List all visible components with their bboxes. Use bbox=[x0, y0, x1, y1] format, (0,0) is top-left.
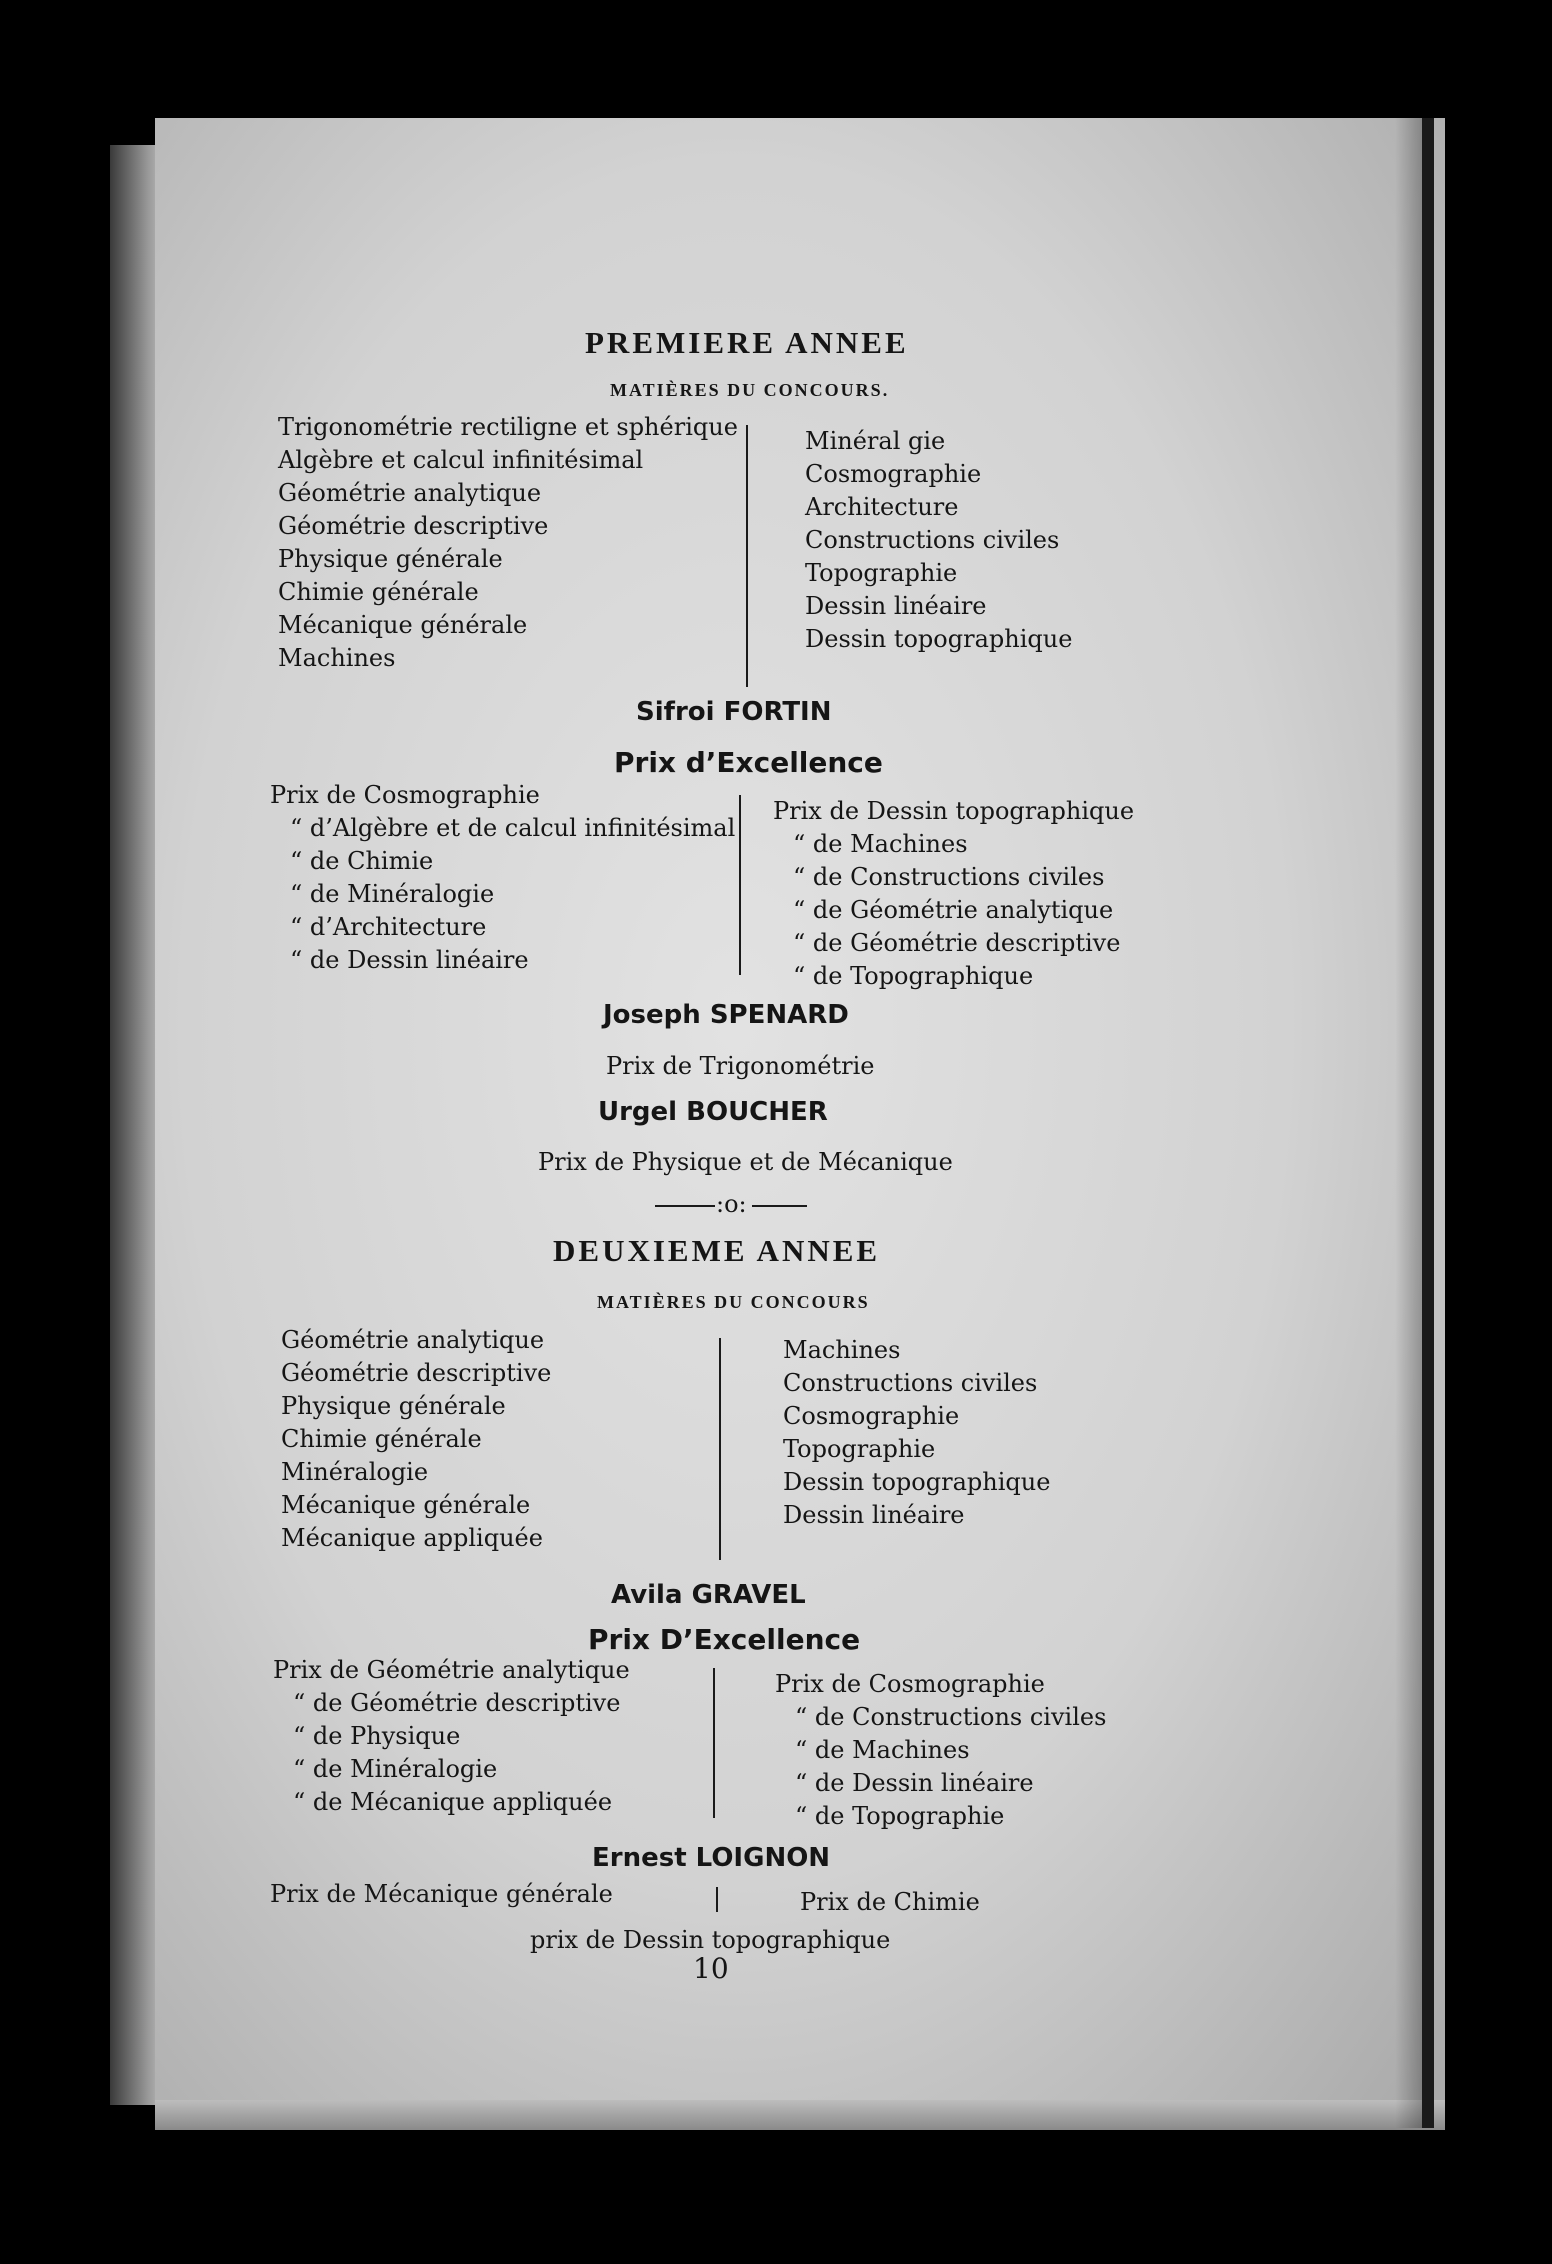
prize-item: “ de Géométrie descriptive bbox=[293, 1689, 621, 1717]
prize-item: Prix de Cosmographie bbox=[270, 781, 540, 809]
year2-winner1-prizes-right bbox=[775, 1668, 1106, 1833]
subject-item: Cosmographie bbox=[805, 460, 982, 488]
subject-item: Algèbre et calcul infinitésimal bbox=[278, 446, 644, 474]
year1-subjects-right bbox=[805, 425, 1072, 656]
subject-item: Géométrie descriptive bbox=[278, 512, 549, 540]
year2-subtitle: MATIÈRES DU CONCOURS bbox=[597, 1292, 870, 1312]
subject-item: Minéral gie bbox=[805, 427, 946, 455]
prize-item: “ de Machines bbox=[793, 830, 968, 858]
subject-item: Machines bbox=[783, 1336, 901, 1364]
subject-item: Géométrie descriptive bbox=[281, 1359, 552, 1387]
subject-item: Géométrie analytique bbox=[278, 479, 542, 507]
prize-item: “ de Dessin linéaire bbox=[795, 1769, 1034, 1797]
year1-subtitle: MATIÈRES DU CONCOURS. bbox=[610, 380, 890, 400]
subject-item: Physique générale bbox=[278, 545, 503, 573]
prize-item: “ de Géométrie descriptive bbox=[793, 929, 1121, 957]
year2-winner2-prize-left: Prix de Mécanique générale bbox=[270, 1880, 613, 1908]
year1-winner1-heading: Prix d’Excellence bbox=[614, 746, 883, 779]
year1-subjects-left bbox=[278, 411, 738, 675]
separator-line-right bbox=[752, 1205, 807, 1207]
prize-item: “ de Minéralogie bbox=[290, 880, 495, 908]
subject-item: Architecture bbox=[805, 493, 959, 521]
prize-item: Prix de Géométrie analytique bbox=[273, 1656, 630, 1684]
year1-winner1-name: Sifroi FORTIN bbox=[636, 697, 832, 727]
column-divider bbox=[716, 1887, 718, 1912]
subject-item: Dessin linéaire bbox=[783, 1501, 965, 1529]
subject-item: Topographie bbox=[805, 559, 958, 587]
subject-item: Mécanique générale bbox=[278, 611, 528, 639]
prize-item: “ de Physique bbox=[293, 1722, 461, 1750]
prize-item: “ de Topographie bbox=[795, 1802, 1005, 1830]
subject-item: Constructions civiles bbox=[783, 1369, 1038, 1397]
year2-winner1-prizes-left bbox=[273, 1654, 630, 1819]
year1-winner2-name: Joseph SPENARD bbox=[603, 1000, 849, 1030]
column-divider bbox=[713, 1668, 715, 1818]
subject-item: Machines bbox=[278, 644, 396, 672]
year2-winner2-name: Ernest LOIGNON bbox=[592, 1843, 831, 1873]
prize-item: “ de Constructions civiles bbox=[793, 863, 1105, 891]
prize-item: “ de Mécanique appliquée bbox=[293, 1788, 613, 1816]
column-divider bbox=[746, 425, 748, 687]
year2-winner1-name: Avila GRAVEL bbox=[611, 1580, 806, 1610]
page-number: 10 bbox=[693, 1952, 729, 1985]
column-divider bbox=[719, 1338, 721, 1560]
prize-item: Prix de Dessin topographique bbox=[773, 797, 1135, 825]
book-gutter bbox=[1422, 118, 1434, 2128]
subject-item: Cosmographie bbox=[783, 1402, 960, 1430]
subject-item: Topographie bbox=[783, 1435, 936, 1463]
column-divider bbox=[739, 795, 741, 975]
year1-winner3-prize: Prix de Physique et de Mécanique bbox=[538, 1148, 953, 1176]
subject-item: Dessin linéaire bbox=[805, 592, 987, 620]
subject-item: Dessin topographique bbox=[805, 625, 1073, 653]
year2-winner2-prize-extra: prix de Dessin topographique bbox=[530, 1926, 891, 1954]
year2-subjects-right bbox=[783, 1334, 1050, 1532]
prize-item: “ d’Architecture bbox=[290, 913, 487, 941]
prize-item: “ de Constructions civiles bbox=[795, 1703, 1107, 1731]
year1-title: PREMIERE ANNEE bbox=[585, 325, 909, 360]
subject-item: Trigonométrie rectiligne et sphérique bbox=[278, 413, 738, 441]
year2-winner2-prize-right: Prix de Chimie bbox=[800, 1888, 980, 1916]
gutter-shadow bbox=[1395, 118, 1422, 2128]
separator-ornament: :o: bbox=[716, 1190, 747, 1218]
year1-winner2-prize: Prix de Trigonométrie bbox=[606, 1052, 875, 1080]
subject-item: Physique générale bbox=[281, 1392, 506, 1420]
year2-winner1-heading: Prix D’Excellence bbox=[588, 1623, 861, 1656]
subject-item: Géométrie analytique bbox=[281, 1326, 545, 1354]
year2-title: DEUXIEME ANNEE bbox=[553, 1233, 881, 1268]
year1-winner1-prizes-left bbox=[270, 779, 735, 977]
subject-item: Constructions civiles bbox=[805, 526, 1060, 554]
separator-line-left bbox=[655, 1205, 715, 1207]
prize-item: “ d’Algèbre et de calcul infinitésimal bbox=[290, 814, 736, 842]
prize-item: “ de Géométrie analytique bbox=[793, 896, 1114, 924]
prize-item: “ de Machines bbox=[795, 1736, 970, 1764]
subject-item: Chimie générale bbox=[281, 1425, 482, 1453]
prize-item: “ de Dessin linéaire bbox=[290, 946, 529, 974]
subject-item: Mécanique générale bbox=[281, 1491, 531, 1519]
year1-winner3-name: Urgel BOUCHER bbox=[598, 1097, 828, 1127]
prize-item: “ de Chimie bbox=[290, 847, 434, 875]
prize-item: “ de Minéralogie bbox=[293, 1755, 498, 1783]
subject-item: Chimie générale bbox=[278, 578, 479, 606]
subject-item: Mécanique appliquée bbox=[281, 1524, 543, 1552]
subject-item: Dessin topographique bbox=[783, 1468, 1051, 1496]
year1-winner1-prizes-right bbox=[773, 795, 1134, 993]
year2-subjects-left bbox=[281, 1324, 551, 1555]
page-bottom-edge bbox=[155, 2100, 1445, 2130]
prize-item: “ de Topographique bbox=[793, 962, 1034, 990]
subject-item: Minéralogie bbox=[281, 1458, 429, 1486]
prize-item: Prix de Cosmographie bbox=[775, 1670, 1045, 1698]
